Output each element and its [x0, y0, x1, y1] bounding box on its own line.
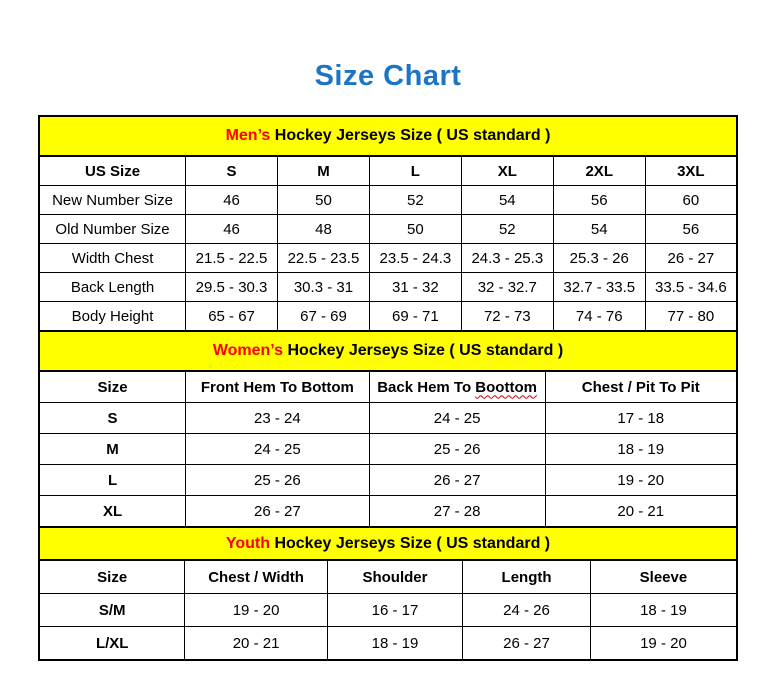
- size-value-cell: 46: [186, 186, 278, 215]
- size-value-cell: 56: [553, 186, 645, 215]
- column-header: 2XL: [553, 156, 645, 186]
- size-value-cell: 54: [461, 186, 553, 215]
- column-header: L: [369, 156, 461, 186]
- size-value-cell: 48: [278, 215, 370, 244]
- column-header: Size: [39, 371, 186, 403]
- womens-section-title-rest: Hockey Jerseys Size ( US standard ): [283, 342, 564, 359]
- column-header: Sleeve: [590, 560, 737, 594]
- column-header: Chest / Pit To Pit: [545, 371, 737, 403]
- table-row: [39, 302, 737, 332]
- womens-size-table: [38, 330, 738, 528]
- table-row: [39, 244, 737, 273]
- column-header: Length: [463, 560, 591, 594]
- column-header: S: [186, 156, 278, 186]
- size-value-cell: 26 - 27: [645, 244, 737, 273]
- size-value-cell: 25.3 - 26: [553, 244, 645, 273]
- mens-section-header-row: [39, 116, 737, 156]
- table-row: [39, 465, 737, 496]
- mens-section-header: [39, 116, 737, 156]
- table-row: [39, 215, 737, 244]
- column-header: 3XL: [645, 156, 737, 186]
- youth-column-header-row: [39, 560, 737, 594]
- size-value-cell: 29.5 - 30.3: [186, 273, 278, 302]
- womens-section-header: [39, 331, 737, 371]
- size-value-cell: 23 - 24: [186, 403, 370, 434]
- column-header-misspelled: [369, 371, 545, 403]
- size-value-cell: 27 - 28: [369, 496, 545, 528]
- size-value-cell: 23.5 - 24.3: [369, 244, 461, 273]
- row-label: Old Number Size: [39, 215, 186, 244]
- size-value-cell: 22.5 - 23.5: [278, 244, 370, 273]
- row-label: XL: [39, 496, 186, 528]
- size-value-cell: 77 - 80: [645, 302, 737, 332]
- mens-section-highlight: Men’s: [225, 127, 271, 144]
- size-value-cell: 30.3 - 31: [278, 273, 370, 302]
- mens-section-title-rest: Hockey Jerseys Size ( US standard ): [270, 127, 551, 144]
- table-row: [39, 434, 737, 465]
- row-label: L/XL: [39, 627, 185, 661]
- size-value-cell: 26 - 27: [369, 465, 545, 496]
- size-value-cell: 31 - 32: [369, 273, 461, 302]
- back-hem-misspelled-word: Boottom: [475, 378, 537, 396]
- column-header: US Size: [39, 156, 186, 186]
- column-header: Shoulder: [327, 560, 462, 594]
- size-value-cell: 33.5 - 34.6: [645, 273, 737, 302]
- size-value-cell: 24 - 26: [463, 594, 591, 627]
- size-value-cell: 65 - 67: [186, 302, 278, 332]
- mens-size-table: [38, 115, 738, 332]
- table-row: [39, 496, 737, 528]
- size-value-cell: 32 - 32.7: [461, 273, 553, 302]
- size-value-cell: 52: [369, 186, 461, 215]
- table-row: [39, 594, 737, 627]
- size-value-cell: 19 - 20: [545, 465, 737, 496]
- size-value-cell: 20 - 21: [545, 496, 737, 528]
- size-value-cell: 26 - 27: [463, 627, 591, 661]
- row-label: Width Chest: [39, 244, 186, 273]
- size-value-cell: 25 - 26: [369, 434, 545, 465]
- column-header: M: [278, 156, 370, 186]
- size-value-cell: 18 - 19: [327, 627, 462, 661]
- youth-section-header-row: [39, 527, 737, 560]
- page-title: Size Chart: [314, 60, 462, 92]
- size-value-cell: 32.7 - 33.5: [553, 273, 645, 302]
- table-row: [39, 186, 737, 215]
- column-header: Front Hem To Bottom: [186, 371, 370, 403]
- size-value-cell: 24 - 25: [369, 403, 545, 434]
- size-value-cell: 60: [645, 186, 737, 215]
- table-row: [39, 627, 737, 661]
- size-value-cell: 50: [369, 215, 461, 244]
- size-value-cell: 67 - 69: [278, 302, 370, 332]
- size-value-cell: 18 - 19: [545, 434, 737, 465]
- size-value-cell: 19 - 20: [185, 594, 327, 627]
- column-header: XL: [461, 156, 553, 186]
- womens-section-header-row: [39, 331, 737, 371]
- size-value-cell: 24.3 - 25.3: [461, 244, 553, 273]
- size-value-cell: 21.5 - 22.5: [186, 244, 278, 273]
- table-row: [39, 403, 737, 434]
- size-value-cell: 54: [553, 215, 645, 244]
- size-value-cell: 17 - 18: [545, 403, 737, 434]
- size-value-cell: 25 - 26: [186, 465, 370, 496]
- row-label: New Number Size: [39, 186, 186, 215]
- youth-size-table: [38, 526, 738, 661]
- size-value-cell: 19 - 20: [590, 627, 737, 661]
- row-label: S: [39, 403, 186, 434]
- youth-section-title-rest: Hockey Jerseys Size ( US standard ): [270, 534, 551, 552]
- womens-column-header-row: [39, 371, 737, 403]
- womens-section-highlight: Women’s: [212, 342, 284, 359]
- size-value-cell: 50: [278, 186, 370, 215]
- column-header: Size: [39, 560, 185, 594]
- size-value-cell: 16 - 17: [327, 594, 462, 627]
- size-value-cell: 26 - 27: [186, 496, 370, 528]
- back-hem-label-prefix: Back Hem To: [377, 378, 476, 396]
- size-value-cell: 20 - 21: [185, 627, 327, 661]
- size-value-cell: 72 - 73: [461, 302, 553, 332]
- row-label: S/M: [39, 594, 185, 627]
- size-value-cell: 24 - 25: [186, 434, 370, 465]
- row-label: L: [39, 465, 186, 496]
- table-row: [39, 273, 737, 302]
- size-value-cell: 52: [461, 215, 553, 244]
- row-label: M: [39, 434, 186, 465]
- youth-section-highlight: Youth: [225, 534, 270, 552]
- size-value-cell: 69 - 71: [369, 302, 461, 332]
- size-value-cell: 56: [645, 215, 737, 244]
- youth-section-header: [39, 527, 737, 560]
- size-value-cell: 18 - 19: [590, 594, 737, 627]
- row-label: Back Length: [39, 273, 186, 302]
- size-value-cell: 74 - 76: [553, 302, 645, 332]
- column-header: Chest / Width: [185, 560, 327, 594]
- mens-column-header-row: [39, 156, 737, 186]
- row-label: Body Height: [39, 302, 186, 332]
- size-value-cell: 46: [186, 215, 278, 244]
